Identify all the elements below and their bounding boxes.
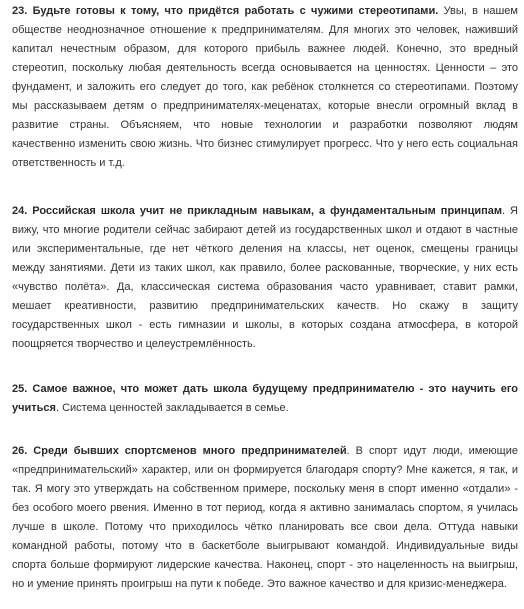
paragraph-text: или экспериментальные, где нет чёткого деления на классы, нет оценок, смещены границы bbox=[12, 243, 518, 255]
paragraph-heading: 26. Среди бывших спортсменов много предпринимателей bbox=[12, 445, 347, 457]
text-line bbox=[12, 116, 518, 135]
text-line bbox=[12, 537, 518, 556]
text-line bbox=[12, 442, 518, 461]
paragraph-text: спорта больше формируют лидерские качества. Наконец, спорт - это нацеленность на выигрыш, bbox=[12, 559, 518, 571]
paragraph-text: Увы, в нашем bbox=[438, 5, 518, 17]
paragraph-heading: 25. Самое важное, что может дать школа будущему предпринимателю - это научить его bbox=[12, 383, 518, 395]
paragraph-text: капитал нечестным образом, для которого прибыль важнее людей. Конечно, это вредный bbox=[12, 43, 518, 55]
text-line bbox=[12, 97, 518, 116]
paragraph-text: «предпринимательский» характер, или он формируется благодаря спорту? Мне кажется, я так, и bbox=[12, 464, 518, 476]
paragraph-text: между занятиями. Дети из таких школ, как правило, более раскованные, творческие, у них есть bbox=[12, 262, 518, 274]
paragraph-24 bbox=[12, 202, 518, 354]
text-line bbox=[12, 499, 518, 518]
paragraph-text: без особого моего рвения. Именно в тот период, когда я активно занималась спортом, я училась bbox=[12, 502, 518, 514]
text-line bbox=[12, 78, 518, 97]
paragraph-26 bbox=[12, 442, 518, 594]
paragraph-text: развитие страны. Объясняем, что новые технологии и разработки позволяют людям bbox=[12, 119, 518, 131]
paragraph-text: . Система ценностей закладывается в семье. bbox=[55, 402, 289, 414]
text-line bbox=[12, 221, 518, 240]
paragraph-heading: 24. Российская школа учит не прикладным навыкам, а фундаментальным принципам bbox=[12, 205, 503, 217]
text-line bbox=[12, 21, 518, 40]
text-line bbox=[12, 556, 518, 575]
paragraph-23 bbox=[12, 2, 518, 173]
paragraph-text: фундамент, и заложить его следует до того, как ребёнок столкнется со стереотипами. Поэтому bbox=[12, 81, 518, 93]
paragraph-text: но и умение принять проигрыш на пути к победе. Это важное качество и для кризис-менеджера. bbox=[12, 578, 507, 590]
text-line bbox=[12, 240, 518, 259]
text-line bbox=[12, 316, 518, 335]
text-line bbox=[12, 335, 518, 354]
text-line bbox=[12, 259, 518, 278]
paragraph-text: мы рассказываем детям о предпринимателях-меценатах, которые внесли огромный вклад в bbox=[12, 100, 518, 112]
paragraph-text: командной работы, потому что в баскетболе выигрывают командой. Индивидуальные виды bbox=[12, 540, 518, 552]
paragraph-text: поощряется творчество и целеустремлённость. bbox=[12, 338, 256, 350]
paragraph-text: лучше в школе. Потому что приходилось чётко планировать все свои дела. Оттуда навыки bbox=[12, 521, 518, 533]
text-line bbox=[12, 40, 518, 59]
text-line bbox=[12, 154, 518, 173]
paragraph-text: вижу, что многие родители сейчас забирают детей из государственных школ и отдают в частные bbox=[12, 224, 518, 236]
text-line bbox=[12, 575, 518, 594]
paragraph-text: качественно изменить свою жизнь. Что бизнес стимулирует прогресс. Что у него есть социальная bbox=[12, 138, 518, 150]
text-line bbox=[12, 278, 518, 297]
paragraph-text: стереотип, поскольку любая деятельность всегда основывается на ценностях. Ценности – это bbox=[12, 62, 518, 74]
paragraph-heading: 23. Будьте готовы к тому, что придётся работать с чужими стереотипами. bbox=[12, 5, 439, 17]
paragraph-text: . В спорт идут люди, имеющие bbox=[346, 445, 518, 457]
text-line bbox=[12, 2, 518, 21]
text-line bbox=[12, 461, 518, 480]
paragraph-text: «чувство полёта». Да, классическая система образования часто уравнивает, ставит рамки, bbox=[12, 281, 518, 293]
paragraph-heading: учиться bbox=[12, 402, 56, 414]
paragraph-text: государственных школ - есть гимназии и школы, в которых создана атмосфера, в которой bbox=[12, 319, 518, 331]
paragraph-25 bbox=[12, 380, 518, 418]
paragraph-text: . Я bbox=[502, 205, 519, 217]
text-line bbox=[12, 135, 518, 154]
text-line bbox=[12, 59, 518, 78]
paragraph-text: мешает креативности, развитию предпринимательских качеств. Но скажу в защиту bbox=[12, 300, 518, 312]
paragraph-text: обществе неоднозначное отношение к предпринимателям. Для многих это человек, наживший bbox=[12, 24, 518, 36]
paragraph-text: так. Я могу это утверждать на собственном примере, поскольку меня в спорт именно «отдали» - bbox=[12, 483, 518, 495]
text-line bbox=[12, 480, 518, 499]
text-line bbox=[12, 297, 518, 316]
text-line bbox=[12, 518, 518, 537]
text-line bbox=[12, 380, 518, 399]
paragraph-text: ответственность и т.д. bbox=[12, 157, 125, 169]
text-line bbox=[12, 202, 518, 221]
text-line bbox=[12, 399, 518, 418]
